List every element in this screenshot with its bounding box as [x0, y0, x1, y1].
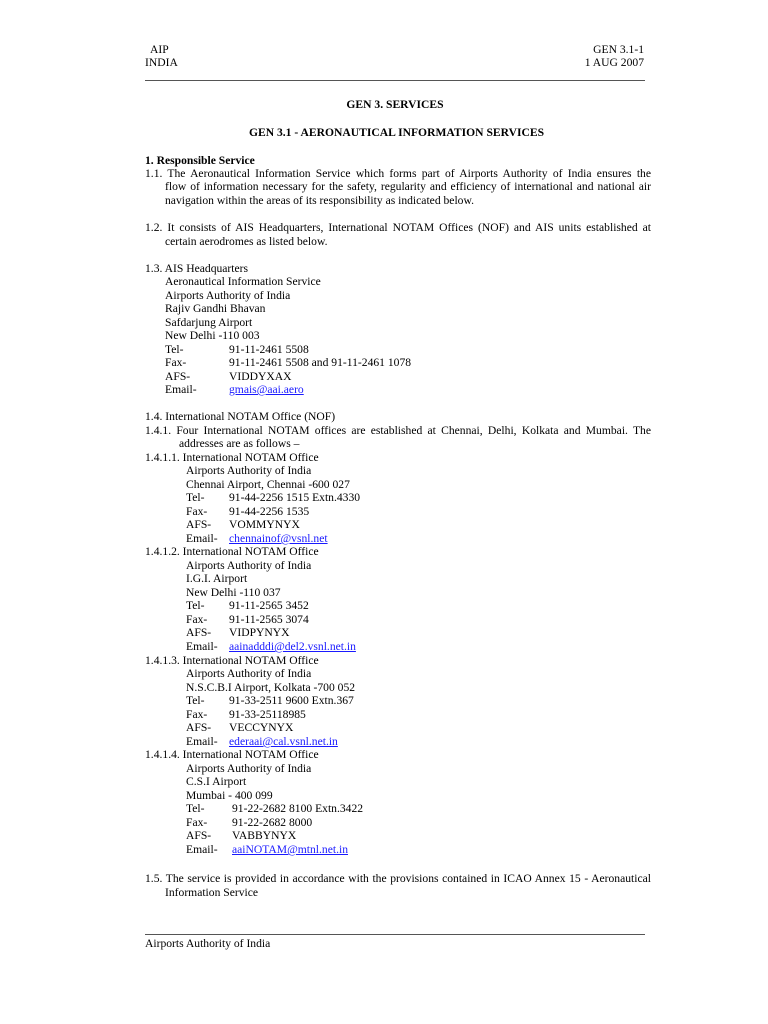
- office-address-line: Chennai Airport, Chennai -600 027: [186, 478, 350, 491]
- office-heading: 1.4.1.1. International NOTAM Office: [145, 451, 319, 464]
- footer-rule: [145, 934, 645, 935]
- section-heading: 1. Responsible Service: [145, 154, 255, 167]
- office-address-line: Airports Authority of India: [186, 464, 312, 477]
- office-fax-value: 91-11-2565 3074: [229, 613, 309, 626]
- para-1-1-line2: flow of information necessary for the safety, regularity and efficiency of international and national air: [165, 180, 651, 193]
- office-fax-value: 91-44-2256 1535: [229, 505, 310, 518]
- office-afs-label: AFS-: [186, 626, 212, 639]
- hq-address-line: New Delhi -110 003: [165, 329, 260, 342]
- office-fax-label: Fax-: [186, 816, 208, 829]
- para-1-5-line1: 1.5. The service is provided in accordance with the provisions contained in ICAO Annex 15 - Aeronautical: [145, 872, 651, 885]
- header-date: 1 AUG 2007: [584, 56, 644, 69]
- para-1-2-line2: certain aerodromes as listed below.: [165, 235, 328, 248]
- office-email-label: Email-: [186, 532, 218, 545]
- hq-address-line: Aeronautical Information Service: [165, 275, 321, 288]
- hq-address-line: Rajiv Gandhi Bhavan: [165, 302, 266, 315]
- page-subtitle: GEN 3.1 - AERONAUTICAL INFORMATION SERVICES: [248, 126, 545, 139]
- office-afs-value: VOMMYNYX: [229, 518, 300, 531]
- hq-email-link[interactable]: gmais@aai.aero: [229, 383, 304, 396]
- office-email-link[interactable]: aainadddi@del2.vsnl.net.in: [229, 640, 356, 653]
- office-tel-label: Tel-: [186, 694, 205, 707]
- header-page-ref: GEN 3.1-1: [593, 43, 644, 56]
- office-afs-value: VABBYNYX: [232, 829, 297, 842]
- hq-email-label: Email-: [165, 383, 197, 396]
- hq-afs-label: AFS-: [165, 370, 191, 383]
- office-tel-value: 91-44-2256 1515 Extn.4330: [229, 491, 361, 504]
- hq-address-line: Airports Authority of India: [165, 289, 291, 302]
- hq-tel-label: Tel-: [165, 343, 184, 356]
- office-fax-label: Fax-: [186, 505, 208, 518]
- office-fax-value: 91-33-25118985: [229, 708, 306, 721]
- office-fax-value: 91-22-2682 8000: [232, 816, 313, 829]
- office-email-label: Email-: [186, 735, 218, 748]
- office-afs-label: AFS-: [186, 829, 212, 842]
- para-1-4-1-line1: 1.4.1. Four International NOTAM offices are established at Chennai, Delhi, Kolkata and Mumbai. The: [145, 424, 651, 437]
- page-title: GEN 3. SERVICES: [346, 98, 444, 111]
- office-address-line: N.S.C.B.I Airport, Kolkata -700 052: [186, 681, 356, 694]
- hq-address-line: Safdarjung Airport: [165, 316, 253, 329]
- para-1-1-line3: navigation within the areas of its responsibility as indicated below.: [165, 194, 474, 207]
- para-1-1-line1: 1.1. The Aeronautical Information Service which forms part of Airports Authority of India ensures the: [145, 167, 651, 180]
- office-email-link[interactable]: aaiNOTAM@mtnl.net.in: [232, 843, 349, 856]
- hq-tel-value: 91-11-2461 5508: [229, 343, 309, 356]
- hq-afs-value: VIDDYXAX: [229, 370, 292, 383]
- para-1-3-label: 1.3. AIS Headquarters: [145, 262, 249, 275]
- office-tel-label: Tel-: [186, 491, 205, 504]
- header-aip: AIP: [150, 43, 169, 56]
- footer-org: Airports Authority of India: [145, 937, 271, 950]
- office-email-link[interactable]: chennainof@vsnl.net: [229, 532, 328, 545]
- header-country: INDIA: [145, 56, 178, 69]
- office-heading: 1.4.1.4. International NOTAM Office: [145, 748, 319, 761]
- office-address-line: Mumbai - 400 099: [186, 789, 273, 802]
- office-tel-value: 91-33-2511 9600 Extn.367: [229, 694, 354, 707]
- office-address-line: Airports Authority of India: [186, 559, 312, 572]
- office-address-line: Airports Authority of India: [186, 762, 312, 775]
- office-afs-label: AFS-: [186, 721, 212, 734]
- office-heading: 1.4.1.2. International NOTAM Office: [145, 545, 319, 558]
- office-email-link[interactable]: ederaai@cal.vsnl.net.in: [229, 735, 338, 748]
- office-email-label: Email-: [186, 843, 218, 856]
- office-address-line: I.G.I. Airport: [186, 572, 248, 585]
- para-1-4-1-line2: addresses are as follows –: [179, 437, 300, 450]
- para-1-5-line2: Information Service: [165, 886, 259, 899]
- office-afs-value: VIDPYNYX: [229, 626, 290, 639]
- office-heading: 1.4.1.3. International NOTAM Office: [145, 654, 319, 667]
- para-1-4: 1.4. International NOTAM Office (NOF): [145, 410, 336, 423]
- hq-fax-value: 91-11-2461 5508 and 91-11-2461 1078: [229, 356, 412, 369]
- office-address-line: C.S.I Airport: [186, 775, 247, 788]
- office-tel-value: 91-22-2682 8100 Extn.3422: [232, 802, 364, 815]
- office-afs-label: AFS-: [186, 518, 212, 531]
- hq-fax-label: Fax-: [165, 356, 187, 369]
- office-afs-value: VECCYNYX: [229, 721, 294, 734]
- office-fax-label: Fax-: [186, 613, 208, 626]
- office-address-line: New Delhi -110 037: [186, 586, 281, 599]
- para-1-2-line1: 1.2. It consists of AIS Headquarters, International NOTAM Offices (NOF) and AIS units established at: [145, 221, 651, 234]
- office-tel-value: 91-11-2565 3452: [229, 599, 309, 612]
- office-email-label: Email-: [186, 640, 218, 653]
- office-address-line: Airports Authority of India: [186, 667, 312, 680]
- office-tel-label: Tel-: [186, 599, 205, 612]
- header-rule: [145, 80, 645, 81]
- office-tel-label: Tel-: [186, 802, 205, 815]
- office-fax-label: Fax-: [186, 708, 208, 721]
